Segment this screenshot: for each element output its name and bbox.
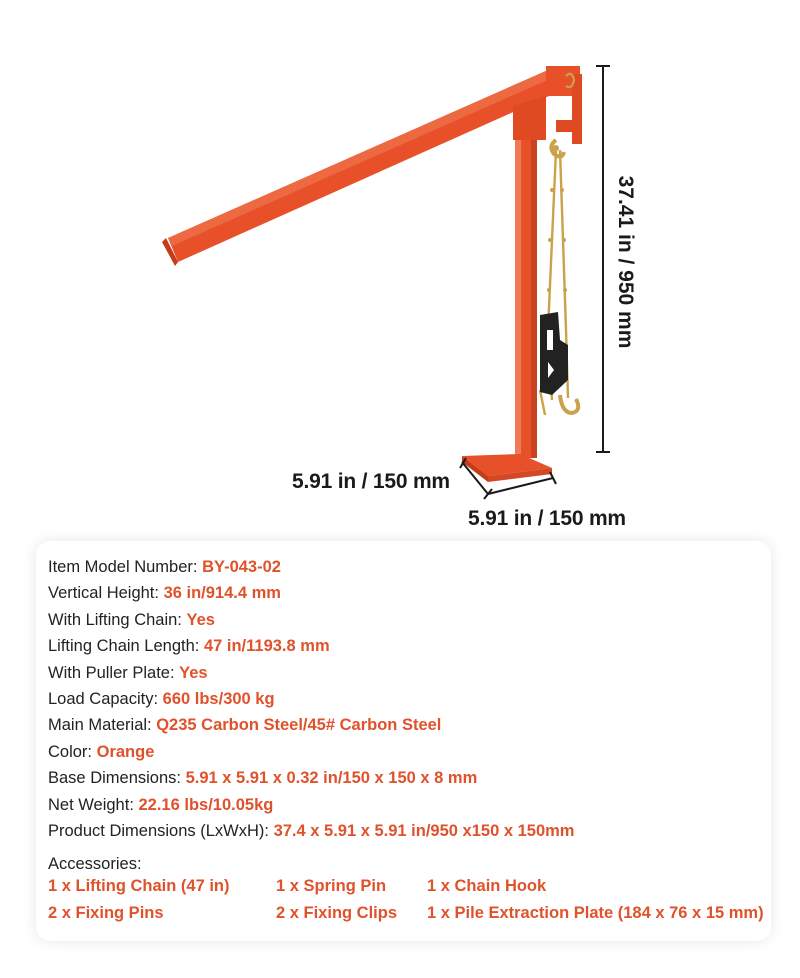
spec-row-chain-length <box>48 633 768 659</box>
spec-row-height <box>48 580 768 606</box>
spec-row-model <box>48 554 768 580</box>
spec-row-weight <box>48 792 768 818</box>
spec-row-color <box>48 739 768 765</box>
spec-label: Product Dimensions (LxWxH): <box>48 821 274 840</box>
spec-value: 37.4 x 5.91 x 5.91 in/950 x150 x 150mm <box>273 821 575 840</box>
spec-value: 5.91 x 5.91 x 0.32 in/150 x 150 x 8 mm <box>185 769 478 788</box>
spec-row-load <box>48 686 768 712</box>
spec-value: 22.16 lbs/10.05kg <box>138 795 274 814</box>
accessories-grid <box>48 877 768 933</box>
spec-row-chain <box>48 607 768 633</box>
spec-label: Main Material: <box>48 716 157 735</box>
base-width-label: 5.91 in / 150 mm <box>468 507 626 530</box>
base-depth-label: 5.91 in / 150 mm <box>292 470 450 493</box>
accessory-item: 2 x Fixing Pins <box>48 904 164 923</box>
spec-row-dimensions <box>48 818 768 844</box>
spec-row-puller-plate <box>48 660 768 686</box>
spec-value: BY-043-02 <box>202 558 281 576</box>
accessory-item: 1 x Spring Pin <box>276 877 387 896</box>
spec-value: Yes <box>179 663 208 682</box>
accessory-item: 1 x Pile Extraction Plate (184 x 76 x 15 mm) <box>427 904 764 923</box>
spec-value: Orange <box>96 742 155 761</box>
spec-value: 36 in/914.4 mm <box>163 584 281 603</box>
accessory-item: 2 x Fixing Clips <box>276 904 398 923</box>
spec-value: Yes <box>186 610 215 629</box>
spec-label: Net Weight: <box>48 795 139 814</box>
accessory-item: 1 x Chain Hook <box>427 877 547 896</box>
accessory-item: 1 x Lifting Chain (47 in) <box>48 877 230 896</box>
height-dimension-label: 37.41 in / 950 mm <box>614 175 637 349</box>
spec-label: With Lifting Chain: <box>48 610 187 629</box>
spec-label: Base Dimensions: <box>48 769 186 788</box>
spec-row-base <box>48 765 768 791</box>
spec-value: 660 lbs/300 kg <box>162 689 275 708</box>
spec-label: Load Capacity: <box>48 689 163 708</box>
specs-list <box>48 554 768 933</box>
spec-label: Item Model Number: <box>48 558 203 576</box>
puller-plate <box>540 312 568 395</box>
spec-label: With Puller Plate: <box>48 663 180 682</box>
spec-row-material <box>48 712 768 738</box>
spec-value: Q235 Carbon Steel/45# Carbon Steel <box>156 716 442 735</box>
spec-label: Lifting Chain Length: <box>48 637 204 656</box>
spec-value: 47 in/1193.8 mm <box>203 637 330 656</box>
accessories-title: Accessories: <box>48 855 142 874</box>
spec-label: Vertical Height: <box>48 584 164 603</box>
spec-label: Color: <box>48 742 97 761</box>
